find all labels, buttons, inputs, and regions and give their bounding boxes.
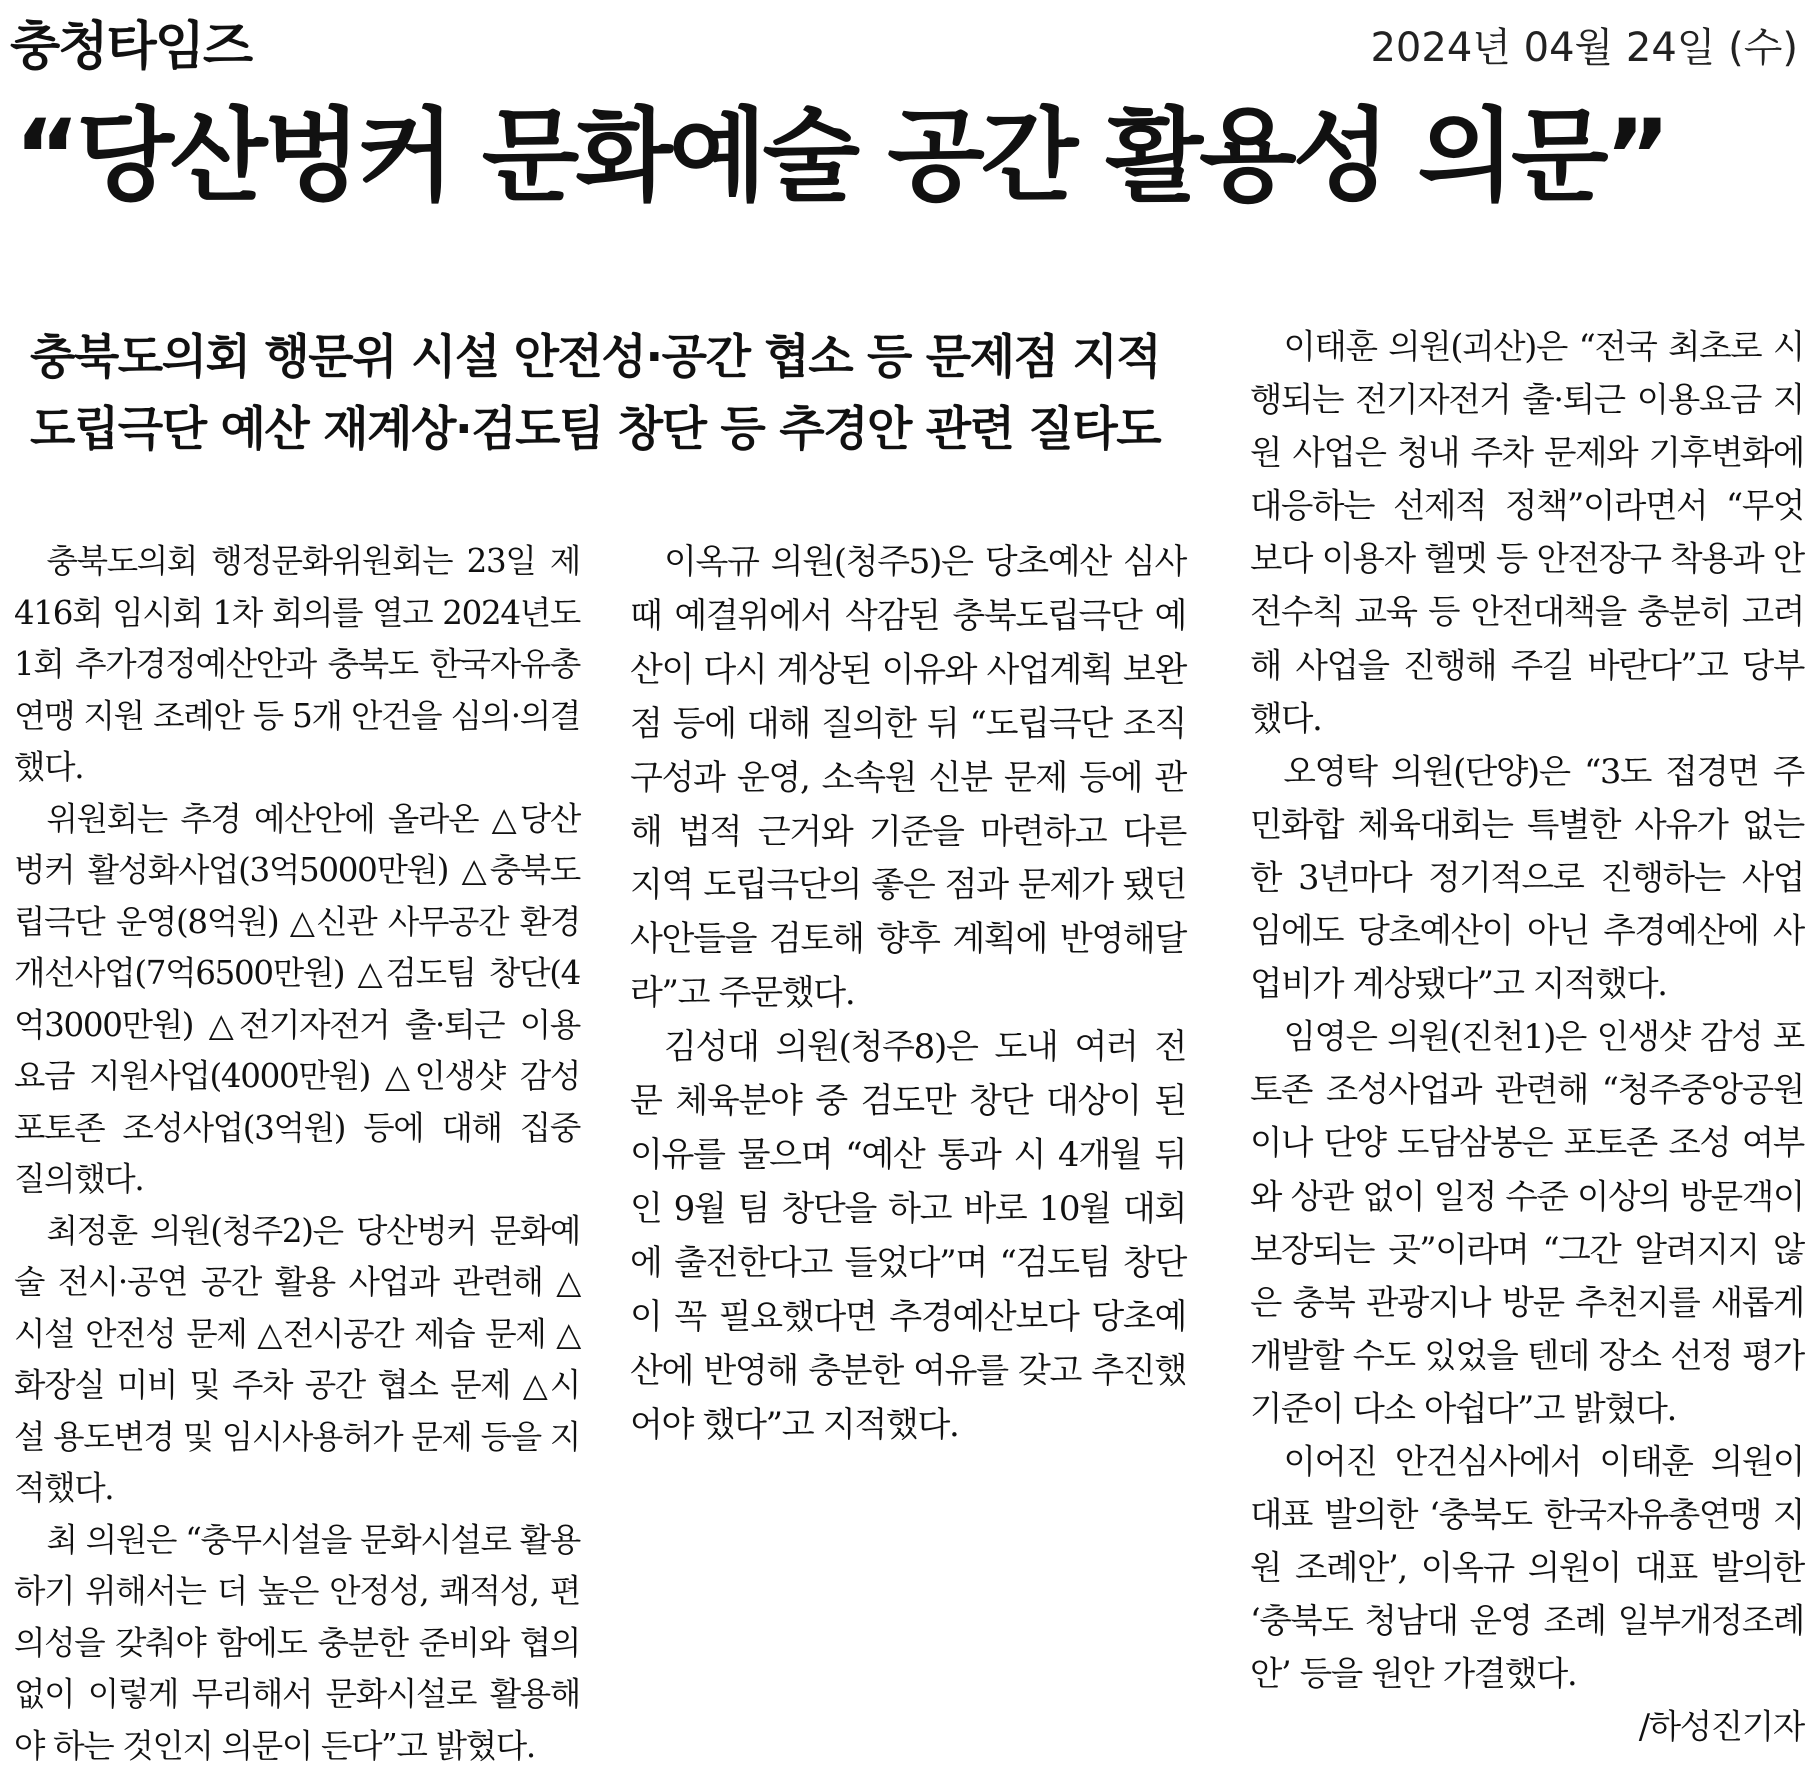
article-column-1 bbox=[14, 536, 580, 1772]
article-column-3 bbox=[1250, 320, 1804, 1754]
paragraph-10: 이어진 안건심사에서 이태훈 의원이 대표 발의한 ‘충북도 한국자유총연맹 지원 조례안’, 이옥규 의원이 대표 발의한 ‘충북도 청남대 운영 조례 일부개정조례안’ 등을 원안 가결했다. bbox=[1250, 1441, 1804, 1694]
paragraph-9: 임영은 의원(진천1)은 인생샷 감성 포토존 조성사업과 관련해 “청주중앙공원이나 단양 도담삼봉은 포토존 조성 여부와 상관 없이 일정 수준 이상의 방문객이 보장되는 곳”이라며 “그간 알려지지 않은 충북 관광지나 방문 추천지를 새롭게 개발할 수도 있었을 텐데 장소 선정 평가 기준이 다소 아쉽다”고 밝혔다. bbox=[1250, 1017, 1804, 1428]
publication-date: 2024년 04월 24일 (수) bbox=[1370, 25, 1798, 71]
paragraph-3: 최정훈 의원(청주2)은 당산벙커 문화예술 전시·공연 공간 활용 사업과 관련해 △시설 안전성 문제 △전시공간 제습 문제 △화장실 미비 및 주차 공간 협소 문제 △시설 용도변경 및 임시사용허가 문제 등을 지적했다. bbox=[14, 1211, 580, 1508]
paragraph-8: 오영탁 의원(단양)은 “3도 접경면 주민화합 체육대회는 특별한 사유가 없는 한 3년마다 정기적으로 진행하는 사업임에도 당초예산이 아닌 추경예산에 사업비가 계상됐다”고 지적했다. bbox=[1250, 751, 1804, 1004]
subheadline-2: 도립극단 예산 재계상·검도팀 창단 등 추경안 관련 질타도 bbox=[30, 402, 1161, 457]
paragraph-5: 이옥규 의원(청주5)은 당초예산 심사 때 예결위에서 삭감된 충북도립극단 예산이 다시 계상된 이유와 사업계획 보완점 등에 대해 질의한 뒤 “도립극단 조직 구성과 운영, 소속원 신분 문제 등에 관해 법적 근거와 기준을 마련하고 다른 지역 도립극단의 좋은 점과 문제가 됐던 사안들을 검토해 향후 계획에 반영해달라”고 주문했다. bbox=[630, 542, 1186, 1014]
article-headline: “당산벙커 문화예술 공간 활용성 의문” bbox=[14, 97, 1667, 215]
paragraph-4: 최 의원은 “충무시설을 문화시설로 활용하기 위해서는 더 높은 안정성, 쾌적성, 편의성을 갖춰야 함에도 충분한 준비와 협의 없이 이렇게 무리해서 문화시설로 활용해야 하는 것인지 의문이 든다”고 밝혔다. bbox=[14, 1520, 580, 1765]
paragraph-7: 이태훈 의원(괴산)은 “전국 최초로 시행되는 전기자전거 출·퇴근 이용요금 지원 사업은 청내 주차 문제와 기후변화에 대응하는 선제적 정책”이라면서 “무엇보다 이용자 헬멧 등 안전장구 착용과 안전수칙 교육 등 안전대책을 충분히 고려해 사업을 진행해 주길 바란다”고 당부했다. bbox=[1250, 327, 1804, 738]
subheadline-block bbox=[30, 322, 1210, 466]
subheadline-1: 충북도의회 행문위 시설 안전성·공간 협소 등 문제점 지적 bbox=[30, 330, 1161, 385]
paragraph-2: 위원회는 추경 예산안에 올라온 △당산 벙커 활성화사업(3억5000만원) △충북도립극단 운영(8억원) △신관 사무공간 환경개선사업(7억6500만원) △검도팀 창단(4억3000만원) △전기자전거 출·퇴근 이용요금 지원사업(4000만원) △인생샷 감성 포토존 조성사업(3억원) 등에 대해 집중 질의했다. bbox=[14, 799, 580, 1199]
newspaper-masthead: 충청타임즈 bbox=[10, 17, 252, 77]
article-column-2 bbox=[630, 536, 1186, 1452]
reporter-byline: /하성진기자 bbox=[1638, 1707, 1804, 1747]
paragraph-1: 충북도의회 행정문화위원회는 23일 제416회 임시회 1차 회의를 열고 2024년도 1회 추가경정예산안과 충북도 한국자유총연맹 지원 조례안 등 5개 안건을 심의·의결했다. bbox=[14, 542, 580, 787]
paragraph-6: 김성대 의원(청주8)은 도내 여러 전문 체육분야 중 검도만 창단 대상이 된 이유를 물으며 “예산 통과 시 4개월 뒤인 9월 팀 창단을 하고 바로 10월 대회에 출전한다고 들었다”며 “검도팀 창단이 꼭 필요했다면 추경예산보다 당초예산에 반영해 충분한 여유를 갖고 추진했어야 했다”고 지적했다. bbox=[630, 1027, 1186, 1445]
